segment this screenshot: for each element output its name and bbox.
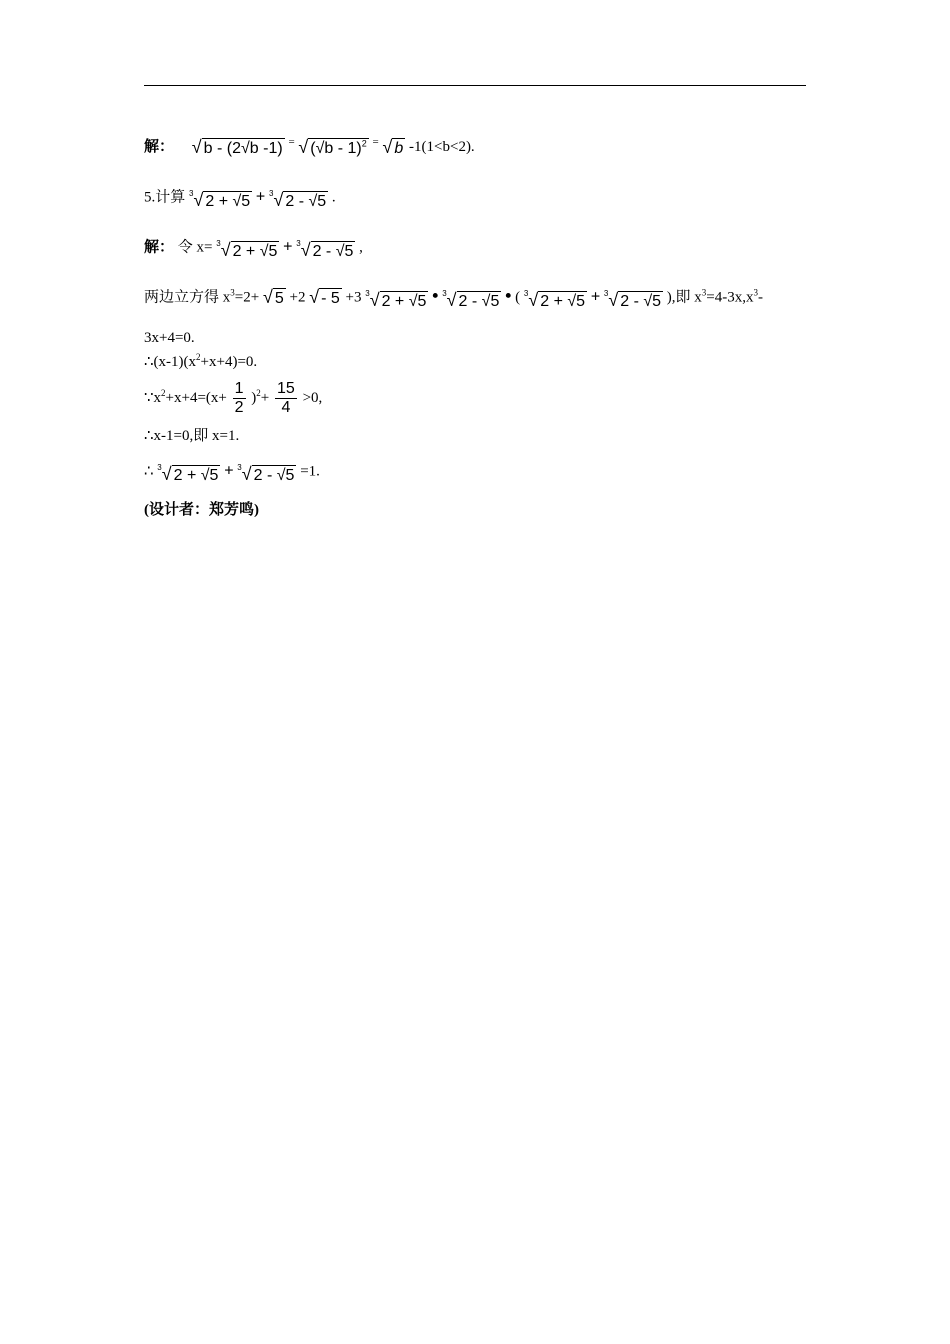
problem-5: 5.计算 $^3$√ 2 + √5 + $^3$√ 2 - √5 . — [144, 184, 336, 212]
sqrt-expression-2: √ (√b - 1)$^2$ — [298, 136, 367, 157]
fraction-one-half: $\frac{1}{2}$ — [234, 380, 244, 417]
solution-line-1 — [144, 132, 475, 159]
sqrt-5: √ 5 — [262, 287, 284, 307]
continuation-line: 3x+4=0. — [144, 330, 195, 346]
cube-both-sides-line: 两边立方得 $x^3=2+$ √ 5 +2 √ - 5 +3 $^3$√ 2 + √5 • $^3$√ 2 - √5 • ( $^3$√ 2 + √5 + $^3$√ 2 - √5 ),即 $x^3=4-3x,x^3-$ — [144, 285, 764, 310]
condition-text: -1(1<b<2). — [409, 139, 475, 155]
cube-root-term-2: $^3$√ 2 - √5 — [269, 189, 327, 210]
solution-let-line: 解： 令 x= $^3$√ 2 + √5 + $^3$√ 2 - √5 , — [144, 234, 363, 262]
factor-line: $\therefore(x-1)(x^2+x+4)=0$. — [144, 352, 258, 370]
cube-root-t2: $^3$√ 2 - √5 — [442, 289, 500, 310]
cube-root-t4: $^3$√ 2 - √5 — [603, 289, 662, 310]
solution-label: 解： — [144, 139, 175, 155]
cube-root-t1: $^3$√ 2 + √5 — [365, 289, 427, 310]
because-line: $\because x^2+x+4=(x+$ $\frac{1}{2}$ )$^2$+ $\frac{15}{4}$ >0, — [144, 380, 323, 417]
cube-root-t3: $^3$√ 2 + √5 — [523, 289, 586, 310]
cube-root-term-1: $^3$√ 2 + √5 — [189, 189, 251, 210]
sqrt-expression-1: √ b - (2√b -1) — [191, 136, 283, 157]
multiply-dot: • — [432, 285, 439, 306]
equals-sign-2: = — [372, 136, 379, 148]
cube-root-term-1: $^3$√ 2 + √5 — [157, 463, 219, 484]
plus-sign: + — [255, 188, 266, 206]
therefore-symbol: ∴ — [144, 354, 154, 370]
equals-sign: = — [288, 136, 295, 148]
cube-root-term-2: $^3$√ 2 - √5 — [237, 463, 295, 484]
multiply-dot-2: • — [505, 285, 512, 306]
final-answer-line: ∴ $^3$√ 2 + √5 + $^3$√ 2 - √5 =1. — [144, 458, 320, 486]
problem-prefix: 5.计算 — [144, 189, 186, 206]
cube-root-term-2: $^3$√ 2 - √5 — [296, 239, 354, 260]
because-symbol: ∵ — [144, 390, 154, 406]
fraction-fifteen-quarters: $\frac{15}{4}$ — [277, 380, 295, 417]
header-rule — [144, 85, 806, 86]
cube-root-term-1: $^3$√ 2 + √5 — [216, 239, 278, 260]
designer-credit: (设计者：郑芳鸣) — [144, 502, 259, 518]
solve-x-line: ∴x-1=0,即 x=1. — [144, 428, 240, 444]
solution-label-2: 解： — [144, 239, 175, 256]
sqrt-neg-5: √ - 5 — [309, 287, 340, 307]
sqrt-b: √ b — [382, 136, 404, 157]
